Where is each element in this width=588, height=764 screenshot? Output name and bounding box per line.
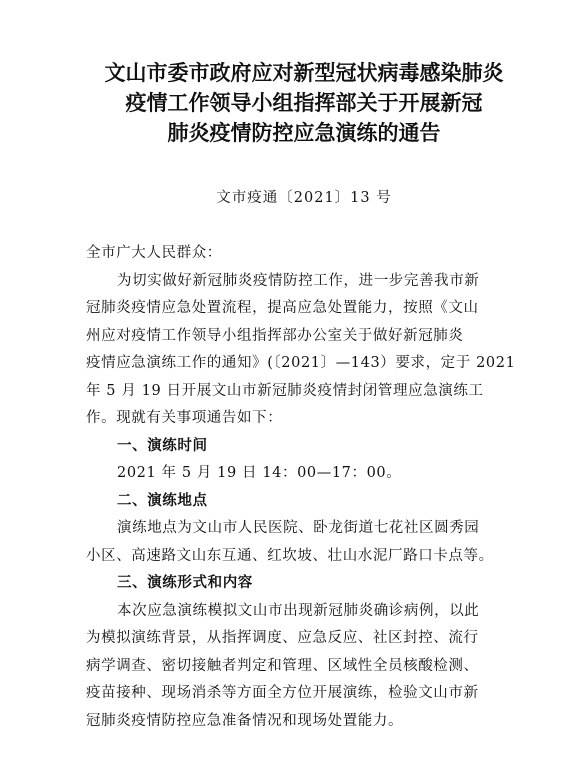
text-line: 疫情应急演练工作的通知》(〔2021〕—143）要求，定于 2021: [86, 355, 516, 371]
text-line: 小区、高速路文山东互通、红坎坡、壮山水泥厂路口卡点等。: [86, 547, 494, 564]
title-line: 疫情工作领导小组指挥部关于开展新冠: [125, 90, 483, 115]
document-title: [86, 58, 522, 148]
title-line: 肺炎疫情防控应急演练的通告: [167, 120, 441, 145]
intro-paragraph: [86, 268, 522, 433]
text-line: 2021 年 5 月 19 日 14：00—17：00。: [117, 465, 402, 481]
section-heading-time: 一、演练时间: [117, 437, 208, 454]
title-line: 文山市委市政府应对新型冠状病毒感染肺炎: [104, 60, 504, 85]
section-heading-format: 三、演练形式和内容: [117, 575, 253, 591]
text-line: 演练地点为文山市人民医院、卧龙街道七花社区圆秀园: [117, 520, 480, 536]
text-line: 为模拟演练背景，从指挥调度、应急反应、社区封控、流行: [86, 630, 479, 646]
text-line: 疫苗接种、现场消杀等方面全方位开展演练，检验文山市新: [86, 685, 479, 701]
salutation: 全市广大人民群众：: [86, 245, 222, 261]
text-line: 州应对疫情工作领导小组指挥部办公室关于做好新冠肺炎: [86, 327, 464, 344]
section-heading-location: 二、演练地点: [117, 492, 208, 509]
document-number: 文市疫通〔2021〕13 号: [216, 190, 392, 206]
text-line: 作。现就有关事项通告如下：: [86, 410, 283, 426]
text-line: 冠肺炎疫情防控应急准备情况和现场处置能力。: [86, 712, 404, 729]
text-line: 年 5 月 19 日开展文山市新冠肺炎疫情封闭管理应急演练工: [86, 382, 484, 399]
text-line: 本次应急演练模拟文山市出现新冠肺炎确诊病例，以此: [117, 602, 480, 619]
text-line: 冠肺炎疫情应急处置流程，提高应急处置能力，按照《文山: [86, 300, 479, 316]
text-line: 为切实做好新冠肺炎疫情防控工作，进一步完善我市新: [117, 272, 480, 289]
text-line: 病学调查、密切接触者判定和管理、区域性全员核酸检测、: [86, 657, 479, 674]
document-body: [86, 240, 522, 735]
